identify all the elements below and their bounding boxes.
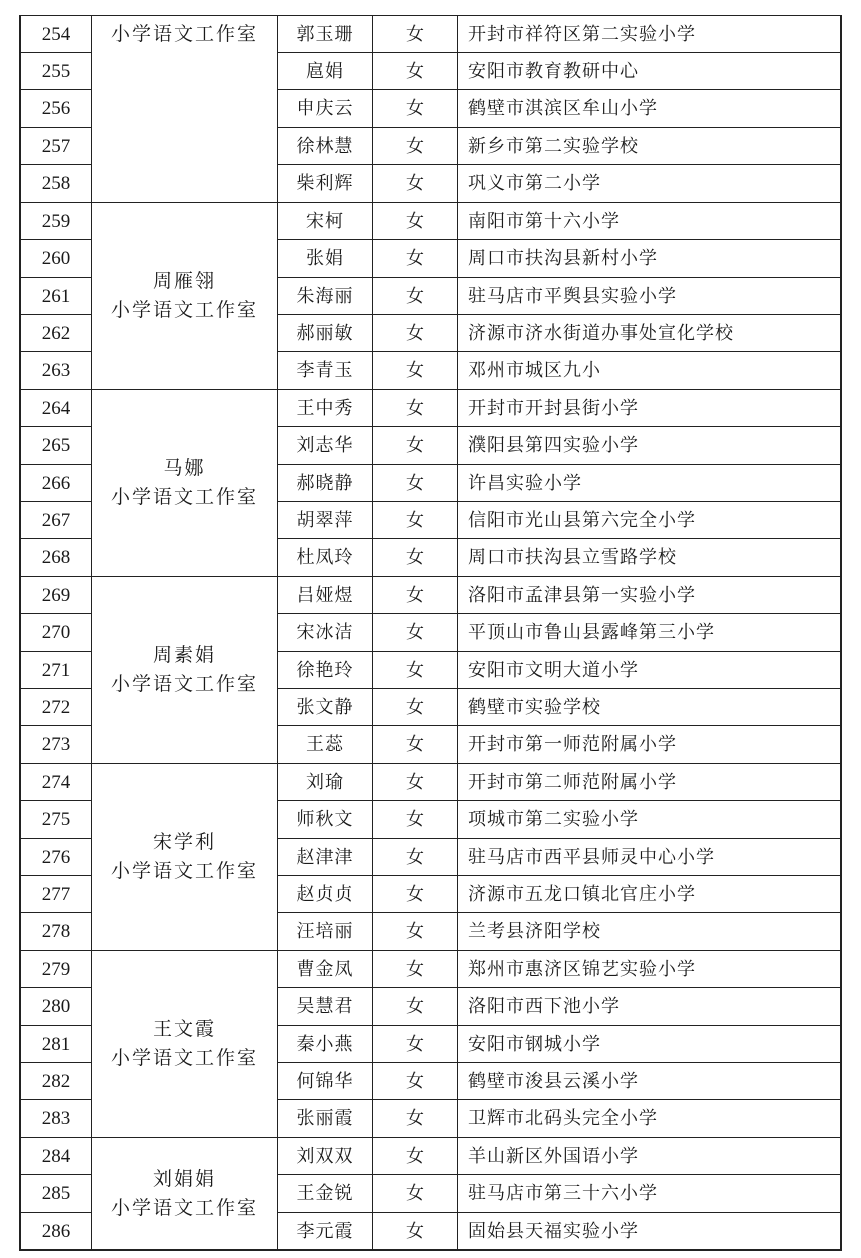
member-school: 安阳市教育教研中心	[468, 60, 639, 82]
row-number: 267	[41, 510, 71, 532]
row-number: 276	[41, 847, 71, 869]
studio-title: 小学语文工作室	[110, 673, 258, 695]
row-number: 274	[41, 772, 71, 794]
member-school: 卫辉市北码头完全小学	[468, 1107, 658, 1129]
member-school: 开封市祥符区第二实验小学	[468, 23, 696, 45]
member-school: 济源市济水街道办事处宣化学校	[468, 322, 734, 344]
member-gender: 女	[406, 621, 424, 643]
member-name: 张娟	[306, 247, 344, 269]
member-name: 郝丽敏	[296, 322, 354, 344]
member-gender: 女	[406, 1220, 424, 1242]
member-name: 王中秀	[296, 397, 354, 419]
member-school: 兰考县济阳学校	[468, 920, 601, 942]
row-number: 277	[41, 884, 71, 906]
member-school: 平顶山市鲁山县露峰第三小学	[468, 621, 715, 643]
member-school: 羊山新区外国语小学	[468, 1145, 639, 1167]
studio-title: 小学语文工作室	[110, 23, 258, 45]
member-name: 张丽霞	[296, 1107, 354, 1129]
row-number: 259	[41, 211, 71, 233]
row-number: 269	[41, 585, 71, 607]
member-school: 驻马店市第三十六小学	[468, 1182, 658, 1204]
member-school: 安阳市钢城小学	[468, 1033, 601, 1055]
member-name: 刘双双	[296, 1145, 354, 1167]
member-name: 宋冰洁	[296, 621, 354, 643]
member-name: 郝晓静	[296, 472, 354, 494]
member-name: 李青玉	[296, 359, 354, 381]
member-school: 驻马店市西平县师灵中心小学	[468, 846, 715, 868]
member-gender: 女	[406, 172, 424, 194]
member-gender: 女	[406, 995, 424, 1017]
member-gender: 女	[406, 1070, 424, 1092]
member-name: 王蕊	[306, 733, 344, 755]
member-name: 张文静	[296, 696, 354, 718]
member-name: 王金锐	[296, 1182, 354, 1204]
member-gender: 女	[406, 883, 424, 905]
member-school: 固始县天福实验小学	[468, 1220, 639, 1242]
studio-leader: 刘娟娟	[152, 1167, 216, 1190]
member-school: 周口市扶沟县新村小学	[468, 247, 658, 269]
studio-title: 小学语文工作室	[110, 1047, 258, 1069]
member-name: 申庆云	[296, 97, 354, 119]
studio-cell	[92, 16, 277, 202]
row-number: 256	[41, 98, 71, 120]
row-number: 260	[41, 248, 71, 270]
member-gender: 女	[406, 359, 424, 381]
member-gender: 女	[406, 210, 424, 232]
studio-cell	[92, 203, 277, 389]
studio-leader: 周雁翎	[152, 270, 216, 292]
member-name: 刘瑜	[306, 771, 344, 793]
row-number: 258	[41, 173, 71, 195]
member-name: 秦小燕	[296, 1033, 354, 1055]
member-school: 信阳市光山县第六完全小学	[468, 509, 696, 531]
member-name: 何锦华	[296, 1070, 354, 1092]
studio-leader: 马娜	[163, 457, 206, 479]
row-number: 266	[41, 473, 71, 495]
member-name: 朱海丽	[296, 285, 354, 307]
member-name: 徐林慧	[296, 135, 354, 157]
member-school: 开封市第二师范附属小学	[468, 771, 677, 793]
member-school: 濮阳县第四实验小学	[468, 434, 639, 456]
member-gender: 女	[406, 472, 424, 494]
member-name: 赵贞贞	[296, 883, 354, 905]
member-gender: 女	[406, 1033, 424, 1055]
member-school: 洛阳市西下池小学	[468, 995, 620, 1017]
member-school: 济源市五龙口镇北官庄小学	[468, 883, 696, 905]
member-gender: 女	[406, 771, 424, 793]
member-school: 鹤壁市淇滨区牟山小学	[468, 97, 658, 119]
member-school: 安阳市文明大道小学	[468, 659, 639, 681]
studio-cell	[92, 390, 277, 576]
member-gender: 女	[406, 846, 424, 868]
row-number: 265	[41, 435, 71, 457]
member-gender: 女	[406, 696, 424, 718]
member-name: 扈娟	[306, 60, 344, 82]
studio-title: 小学语文工作室	[110, 860, 258, 882]
member-gender: 女	[406, 1145, 424, 1167]
row-number: 281	[41, 1034, 71, 1056]
member-gender: 女	[406, 97, 424, 119]
member-name: 郭玉珊	[296, 23, 354, 45]
member-gender: 女	[406, 135, 424, 157]
member-name: 胡翠萍	[296, 509, 354, 531]
studio-leader: 王文霞	[152, 1018, 216, 1040]
member-school: 周口市扶沟县立雪路学校	[468, 546, 677, 568]
row-number: 271	[41, 660, 71, 682]
member-gender: 女	[406, 285, 424, 307]
member-school: 鹤壁市浚县云溪小学	[468, 1070, 639, 1092]
member-gender: 女	[406, 584, 424, 606]
table-border-right	[840, 15, 842, 1251]
member-name: 曹金凤	[296, 958, 354, 980]
row-number: 255	[41, 61, 71, 83]
row-number: 273	[41, 734, 71, 756]
member-gender: 女	[406, 808, 424, 830]
member-name: 柴利辉	[296, 172, 354, 194]
member-name: 李元霞	[296, 1220, 354, 1242]
member-gender: 女	[406, 1182, 424, 1204]
member-name: 刘志华	[296, 434, 354, 456]
member-name: 吴慧君	[296, 995, 354, 1017]
member-school: 洛阳市孟津县第一实验小学	[468, 584, 696, 606]
member-name: 徐艳玲	[296, 659, 354, 681]
studio-leader: 周素娟	[152, 644, 216, 666]
member-school: 郑州市惠济区锦艺实验小学	[468, 958, 696, 980]
studio-cell	[92, 951, 277, 1137]
member-gender: 女	[406, 23, 424, 45]
row-number: 261	[41, 286, 71, 308]
row-number: 254	[41, 24, 71, 46]
member-gender: 女	[406, 733, 424, 755]
member-name: 吕娅煜	[296, 584, 354, 606]
row-number: 275	[41, 809, 71, 831]
member-school: 驻马店市平舆县实验小学	[468, 285, 677, 307]
member-gender: 女	[406, 546, 424, 568]
member-gender: 女	[406, 659, 424, 681]
member-school: 巩义市第二小学	[468, 172, 601, 194]
row-number: 283	[41, 1108, 71, 1130]
member-gender: 女	[406, 60, 424, 82]
row-number: 285	[41, 1183, 71, 1205]
member-school: 开封市第一师范附属小学	[468, 733, 677, 755]
row-number: 270	[41, 622, 71, 644]
studio-cell	[92, 577, 277, 763]
row-number: 268	[41, 547, 71, 569]
member-school: 开封市开封县街小学	[468, 397, 639, 419]
member-school: 项城市第二实验小学	[468, 808, 639, 830]
row-number: 272	[41, 697, 71, 719]
row-number: 279	[41, 959, 71, 981]
member-gender: 女	[406, 322, 424, 344]
member-gender: 女	[406, 958, 424, 980]
row-number: 282	[41, 1071, 71, 1093]
member-school: 邓州市城区九小	[468, 359, 601, 381]
member-gender: 女	[406, 247, 424, 269]
member-gender: 女	[406, 509, 424, 531]
member-school: 南阳市第十六小学	[468, 210, 620, 232]
row-number: 278	[41, 921, 71, 943]
member-name: 师秋文	[296, 808, 354, 830]
member-gender: 女	[406, 434, 424, 456]
member-gender: 女	[406, 920, 424, 942]
row-number: 280	[41, 996, 71, 1018]
studio-cell	[92, 764, 277, 950]
member-name: 赵津津	[296, 846, 354, 868]
member-school: 鹤壁市实验学校	[468, 696, 601, 718]
row-number: 257	[41, 136, 71, 158]
studio-title: 小学语文工作室	[110, 299, 258, 321]
member-gender: 女	[406, 1107, 424, 1129]
studio-leader: 宋学利	[152, 831, 216, 853]
member-name: 杜凤玲	[296, 546, 354, 568]
studio-title: 小学语文工作室	[110, 1196, 258, 1219]
member-gender: 女	[406, 397, 424, 419]
row-number: 264	[41, 398, 71, 420]
row-number: 286	[41, 1221, 71, 1243]
studio-title: 小学语文工作室	[110, 486, 258, 508]
row-number: 262	[41, 323, 71, 345]
row-number: 263	[41, 360, 71, 382]
member-name: 宋柯	[306, 210, 344, 232]
member-name: 汪培丽	[296, 920, 354, 942]
studio-cell	[92, 1138, 277, 1249]
member-school: 许昌实验小学	[468, 472, 582, 494]
member-school: 新乡市第二实验学校	[468, 135, 639, 157]
row-number: 284	[41, 1146, 71, 1168]
